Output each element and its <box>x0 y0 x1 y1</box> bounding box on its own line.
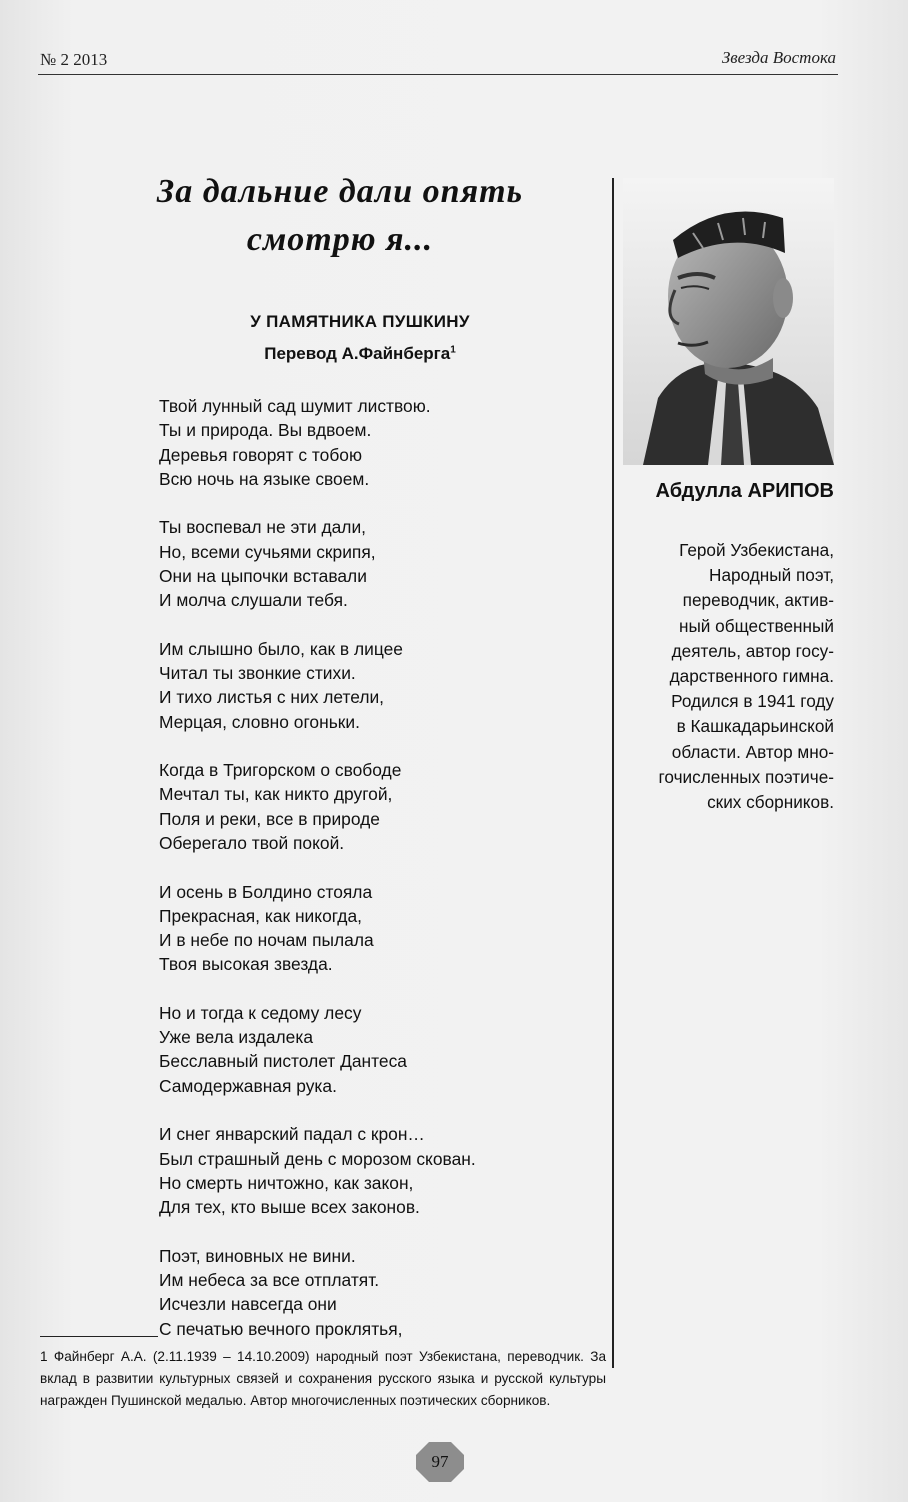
bio-line: Родился в 1941 году <box>671 691 834 712</box>
bio-line: Герой Узбекистана, <box>679 540 834 560</box>
poem-line: Уже вела издалека <box>159 1027 314 1048</box>
poem-stanza <box>159 1122 599 1219</box>
poem-line: Ты воспевал не эти дали, <box>159 517 367 538</box>
poem-line: Поэт, виновных не вини. <box>159 1245 356 1266</box>
bio-line: в Кашкадарьинской <box>676 716 834 737</box>
poem-stanza <box>159 637 599 734</box>
bio-line: ских сборников. <box>707 792 834 813</box>
poem-stanza <box>159 880 599 977</box>
footnote-mark: 1 <box>450 344 456 356</box>
poem-line: И тихо листья с них летели, <box>159 687 385 708</box>
author-portrait-image <box>623 178 834 465</box>
footnote-divider <box>40 1336 158 1337</box>
poem-line: Для тех, кто выше всех законов. <box>159 1197 420 1218</box>
poem-line: Ты и природа. Вы вдвоем. <box>159 420 372 441</box>
issue-number: № 2 2013 <box>40 50 108 69</box>
bio-line: гочисленных поэтиче- <box>658 766 834 787</box>
poem-line: Им небеса за все отплатят. <box>159 1269 380 1290</box>
poem-body <box>159 394 599 1365</box>
poem-line: Когда в Тригорском о свободе <box>159 760 402 781</box>
poem-line: Но смерть ничтожно, как закон, <box>159 1172 414 1193</box>
bio-line: области. Автор мно- <box>671 741 834 762</box>
poem-line: Поля и реки, все в природе <box>159 808 380 829</box>
poem-line: Самодержавная рука. <box>159 1075 337 1096</box>
poem-line: Они на цыпочки вставали <box>159 565 367 586</box>
poem-stanza <box>159 394 599 491</box>
poem-line: И в небе по ночам пылала <box>159 930 374 951</box>
poem-line: И снег январский падал с крон… <box>159 1124 425 1145</box>
author-bio <box>628 538 834 815</box>
section-title <box>80 168 600 264</box>
section-title-line-1: За дальние дали опять <box>156 173 524 210</box>
author-name: Абдулла АРИПОВ <box>655 480 834 502</box>
author-photo <box>623 178 834 465</box>
poem-line: Читал ты звонкие стихи. <box>159 663 356 684</box>
bio-line: Народный поэт, <box>709 565 834 586</box>
poem-line: Твой лунный сад шумит листвою. <box>159 396 431 416</box>
poem-line: Деревья говорят с тобою <box>159 444 363 465</box>
poem-line: Им слышно было, как в лицее <box>159 638 403 659</box>
page-number: 97 <box>431 1452 449 1471</box>
poem-line: Прекрасная, как никогда, <box>159 905 362 926</box>
poem-line: Был страшный день с морозом скован. <box>159 1148 476 1169</box>
header-divider <box>38 74 838 75</box>
section-title-line-2: смотрю я... <box>246 221 434 258</box>
poem-title: У ПАМЯТНИКА ПУШКИНУ <box>250 312 470 331</box>
poem-line: Оберегало твой покой. <box>159 833 345 854</box>
translator-credit <box>140 344 580 364</box>
bio-line: ный общественный <box>678 615 834 636</box>
poem-line: Мерцая, словно огоньки. <box>159 711 360 732</box>
column-divider <box>612 178 614 1368</box>
bio-line: переводчик, актив- <box>682 590 834 611</box>
poem-line: Твоя высокая звезда. <box>159 954 333 975</box>
poem-line: И молча слушали тебя. <box>159 590 348 611</box>
magazine-title: Звезда Востока <box>721 48 836 67</box>
poem-line: Но, всеми сучьями скрипя, <box>159 541 376 562</box>
translator-name: Перевод А.Файнберга <box>264 344 451 363</box>
poem-line: Всю ночь на языке своем. <box>159 468 370 489</box>
poem-line: С печатью вечного проклятья, <box>159 1318 403 1339</box>
poem-line: Мечтал ты, как никто другой, <box>159 784 393 805</box>
poem-line: Бесславный пистолет Дантеса <box>159 1051 407 1072</box>
footnote-text: 1 Файнберг А.А. (2.11.1939 – 14.10.2009) народный поэт Узбекистана, переводчик. За вклад в развитии культурных связей и сохранения русского языка и русской культуры награжден Пушинской медалью. Автор многочисленных поэтических сборников. <box>40 1349 606 1408</box>
poem-line: Исчезли навсегда они <box>159 1294 337 1315</box>
page-number-badge <box>414 1440 466 1484</box>
poem-line: И осень в Болдино стояла <box>159 881 373 902</box>
bio-line: дарственного гимна. <box>669 666 834 687</box>
bio-line: деятель, автор госу- <box>671 640 834 661</box>
poem-stanza <box>159 758 599 855</box>
poem-stanza <box>159 1001 599 1098</box>
poem-stanza <box>159 1244 599 1341</box>
poem-line: Но и тогда к седому лесу <box>159 1002 362 1023</box>
poem-stanza <box>159 515 599 612</box>
